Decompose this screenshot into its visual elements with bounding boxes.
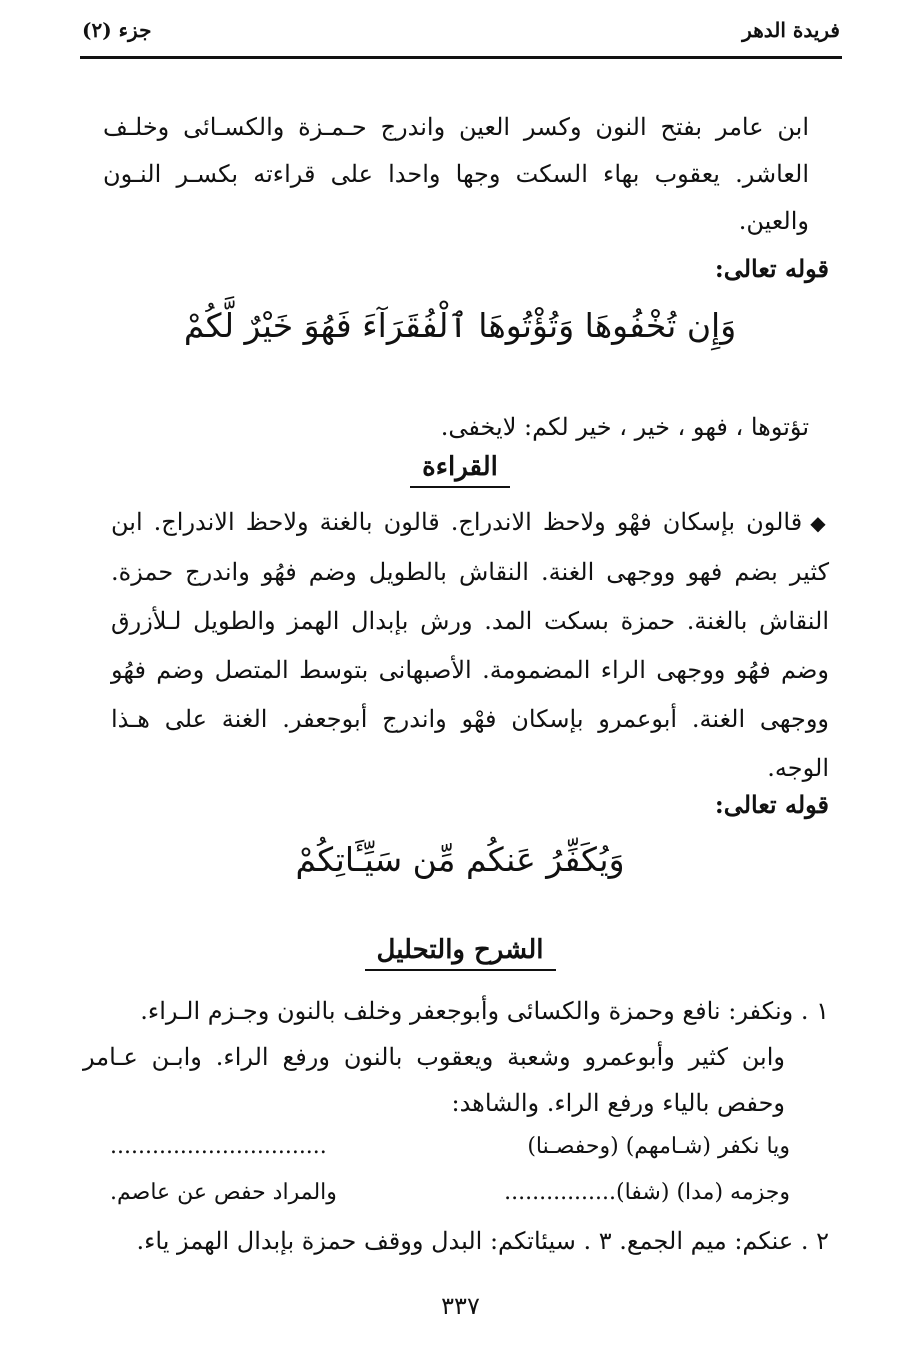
poem-line-1-first-hemistich: ويا نكفر (شـامهم) (وحفصـنا) xyxy=(527,1134,790,1159)
heading-qiraah-text: القراءة xyxy=(410,452,510,488)
heading-sharh-text: الشرح والتحليل xyxy=(365,935,556,971)
reading-text: قالون بإسكان فهْو ولاحظ الاندراج. قالون بالغنة ولاحظ الاندراج. ابن كثير بضم فهو ووجهى الغنة. النقاش بالطويل وضم فهُو واندرج حمزة. النقاش بالغنة. حمزة بسكت المد. ورش بإبدال الهمز والطويل لـلأزرق وضم فهُو ووجهى الراء المضمومة. الأصبهانى بتوسط المتصل وضم فهُو ووجهى الغنة. أبوعمرو بإسكان فهْو واندرج أبوجعفر. الغنة على هـذا الوجه. xyxy=(111,508,829,782)
note-1-first-line: ١ . ونكفر: نافع وحمزة والكسائى وأبوجعفر وخلف بالنون وجـزم الـراء. xyxy=(140,997,829,1025)
reading-paragraph xyxy=(111,498,829,793)
heading-qiraah xyxy=(80,452,840,488)
book-title: فريدة الدهر xyxy=(742,18,840,42)
poem-line-2-first-hemistich: وجزمه (مدا) (شفا)................ xyxy=(504,1180,790,1205)
header-divider xyxy=(80,56,842,59)
diamond-bullet-icon: ◆ xyxy=(810,511,829,535)
verse-label-2: قوله تعالى: xyxy=(714,790,829,819)
poem-line-1-second-hemistich: ............................... xyxy=(110,1134,327,1159)
note-2-3: ٢ . عنكم: ميم الجمع. ٣ . سيئاتكم: البدل ووقف حمزة بإبدال الهمز ياء. xyxy=(136,1227,829,1255)
heading-sharh xyxy=(80,935,840,971)
verse-label-1: قوله تعالى: xyxy=(714,254,829,283)
poem-line-1 xyxy=(80,1134,790,1174)
note-1-continuation: وابن كثير وأبوعمرو وشعبة ويعقوب بالنون ورفع الراء. وابـن عـامر وحفص بالياء ورفع الراء. والشاهد: xyxy=(83,1043,785,1117)
poem-line-2 xyxy=(80,1180,790,1220)
quran-verse-2: وَيُكَفِّرُ عَنكُم مِّن سَيِّـَٔاتِكُمْ xyxy=(295,840,625,879)
intro-paragraph: ابن عامر بفتح النون وكسر العين واندرج حـمـزة والكسـائى وخلـف العاشر. يعقوب بهاء السكت وجها واحدا على قراءته بكسـر النـون والعين. xyxy=(103,113,809,235)
page-number: ٣٣٧ xyxy=(441,1292,480,1320)
quran-verse-1: وَإِن تُخْفُوهَا وَتُؤْتُوهَا ٱلْفُقَرَآءَ فَهُوَ خَيْرٌ لَّكُمْ xyxy=(183,306,737,345)
part-number: جزء (٢) xyxy=(82,18,152,42)
words-of-verse-1: تؤتوها ، فهو ، خير ، خير لكم: لايخفى. xyxy=(440,413,809,441)
poem-line-2-second-hemistich: والمراد حفص عن عاصم. xyxy=(110,1180,337,1205)
running-header xyxy=(82,14,840,54)
